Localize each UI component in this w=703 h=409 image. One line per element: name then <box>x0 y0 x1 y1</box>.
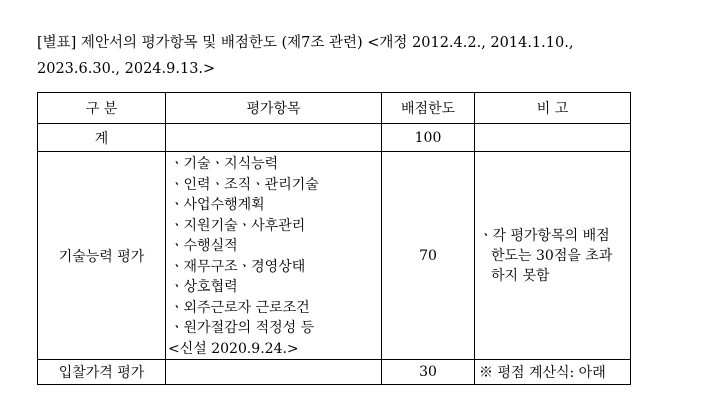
total-items-empty <box>166 124 382 152</box>
table-row-technical <box>38 152 631 360</box>
document-heading <box>37 30 687 82</box>
list-item: ㆍ상호협력 <box>170 279 238 295</box>
remark-line-1: ㆍ각 평가항목의 배점 <box>479 227 610 244</box>
price-label: 입찰가격 평가 <box>38 360 166 385</box>
list-item: ㆍ기술ㆍ지식능력 <box>170 156 279 172</box>
header-category: 구 분 <box>38 93 166 124</box>
list-item: ㆍ인력ㆍ조직ㆍ관리기술 <box>170 176 319 193</box>
list-item: ㆍ원가절감의 적정성 등 <box>170 320 315 336</box>
price-items-empty <box>166 360 382 385</box>
evaluation-table <box>37 92 631 385</box>
technical-limit: 70 <box>382 152 475 360</box>
list-item: ㆍ지원기술ㆍ사후관리 <box>170 217 306 234</box>
header-items: 평가항목 <box>166 93 382 124</box>
price-limit: 30 <box>382 360 475 385</box>
technical-label: 기술능력 평가 <box>38 152 166 360</box>
price-remarks: ※ 평점 계산식: 아래 <box>475 360 631 385</box>
revision-note: <신설 2020.9.24.> <box>168 340 299 357</box>
technical-remarks <box>475 152 631 360</box>
remark-line-2: 한도는 30점을 초과 <box>491 247 613 264</box>
total-remarks-empty <box>475 124 631 152</box>
technical-items-list <box>166 152 381 359</box>
list-item: ㆍ수행실적 <box>170 238 238 254</box>
list-item: ㆍ외주근로자 근로조건 <box>170 299 310 316</box>
total-limit: 100 <box>382 124 475 152</box>
heading-line-2: 2023.6.30., 2024.9.13.> <box>37 61 216 77</box>
total-label: 계 <box>38 124 166 152</box>
technical-items-cell <box>166 152 382 360</box>
remark-line-3: 하지 못함 <box>491 267 550 284</box>
header-limit: 배점한도 <box>382 93 475 124</box>
list-item: ㆍ재무구조ㆍ경영상태 <box>170 258 306 275</box>
table-header-row <box>38 93 631 124</box>
table-row-price <box>38 360 631 385</box>
heading-line-1: [별표] 제안서의 평가항목 및 배점한도 (제7조 관련) <개정 2012.4.2., 2014.1.10., <box>37 35 574 51</box>
table-row-total <box>38 124 631 152</box>
list-item: ㆍ사업수행계획 <box>170 197 265 213</box>
header-remarks: 비 고 <box>475 93 631 124</box>
